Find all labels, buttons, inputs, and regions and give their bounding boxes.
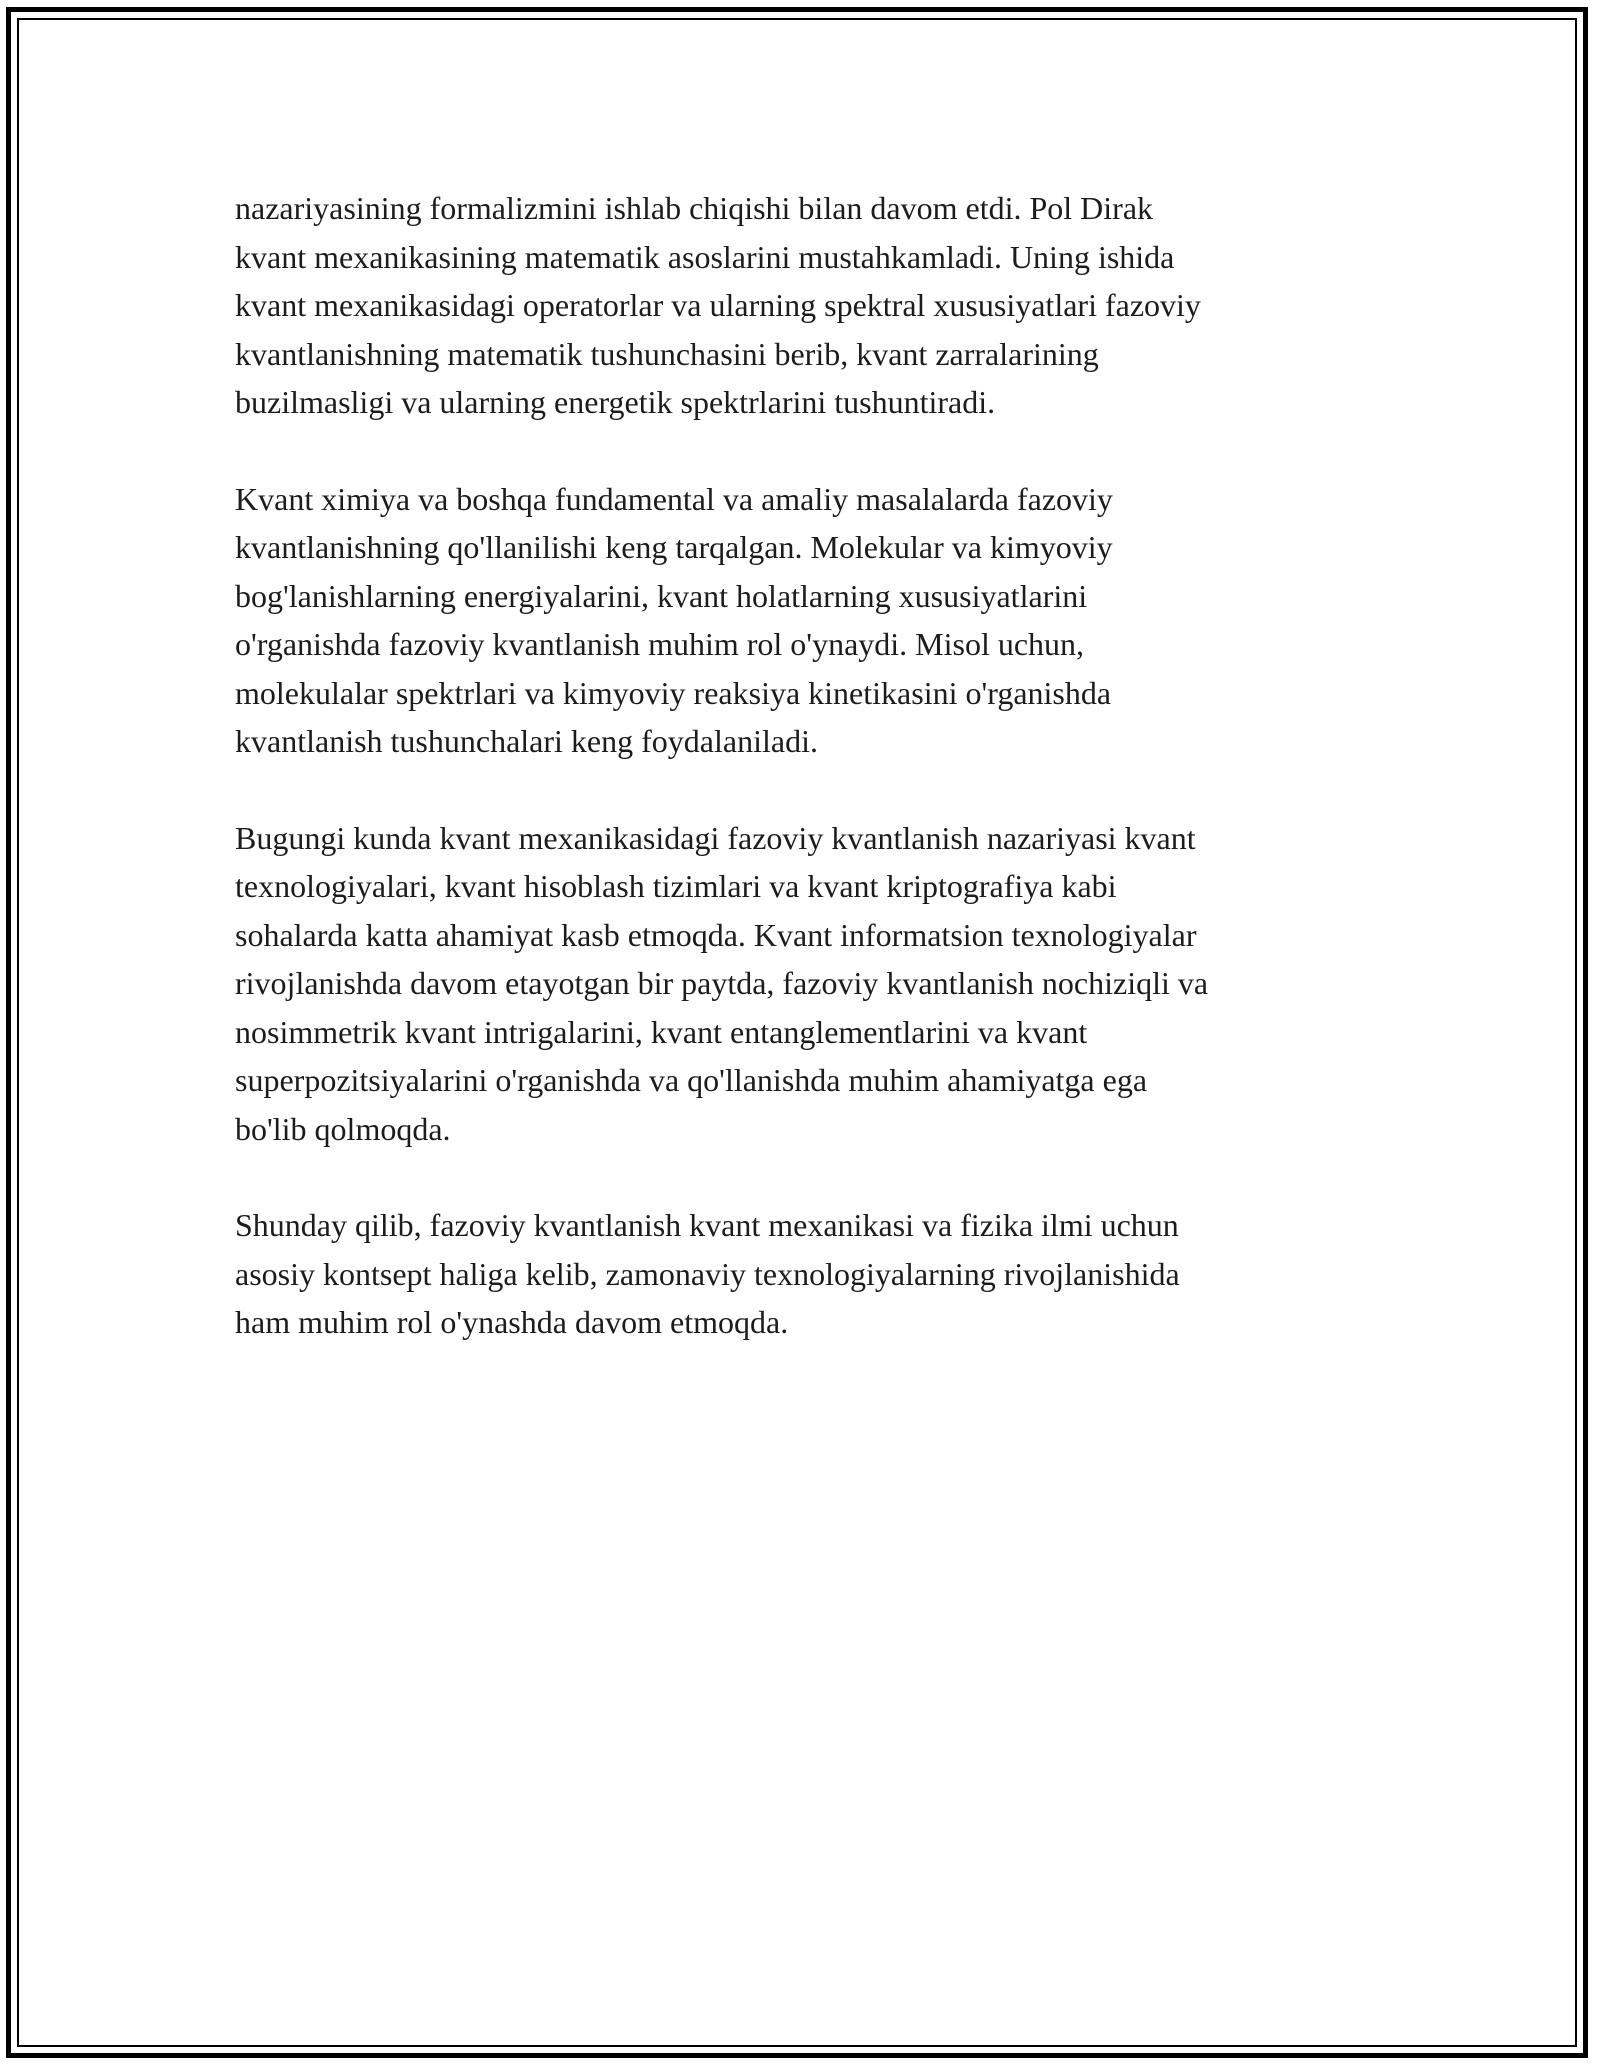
paragraph-3: Bugungi kunda kvant mexanikasidagi fazoviy kvantlanish nazariyasi kvant texnologiyalari, kvant hisoblash tizimlari va kvant kriptografiya kabi sohalarda katta ahamiyat kasb etmoqda. Kvant informatsion texnologiyalar rivojlanishda davom etayotgan bir paytda, fazoviy kvantlanish nochiziqli va nosimmetrik kvant intrigalarini, kvant entanglementlarini va kvant superpozitsiyalarini o'rganishda va qo'llanishda muhim ahamiyatga ega bo'lib qolmoqda. <box>235 819 1209 1147</box>
paragraph-1: nazariyasining formalizmini ishlab chiqishi bilan davom etdi. Pol Dirak kvant mexanikasining matematik asoslarini mustahkamladi. Uning ishida kvant mexanikasidagi operatorlar va ularning spektral xususiyatlari fazoviy kvantlanishning matematik tushunchasini berib, kvant zarralarining buzilmasligi va ularning energetik spektrlarini tushuntiradi. <box>235 190 1201 420</box>
paragraph-4: Shunday qilib, fazoviy kvantlanish kvant mexanikasi va fizika ilmi uchun asosiy kontsept haliga kelib, zamonaviy texnologiyalarning rivojlanishida ham muhim rol o'ynashda davom etmoqda. <box>235 1207 1180 1340</box>
document-body <box>235 184 1365 1395</box>
paragraph-2: Kvant ximiya va boshqa fundamental va amaliy masalalarda fazoviy kvantlanishning qo'llanilishi keng tarqalgan. Molekular va kimyoviy bog'lanishlarning energiyalarini, kvant holatlarning xususiyatlarini o'rganishda fazoviy kvantlanish muhim rol o'ynaydi. Misol uchun, molekulalar spektrlari va kimyoviy reaksiya kinetikasini o'rganishda kvantlanish tushunchalari keng foydalaniladi. <box>235 480 1113 759</box>
